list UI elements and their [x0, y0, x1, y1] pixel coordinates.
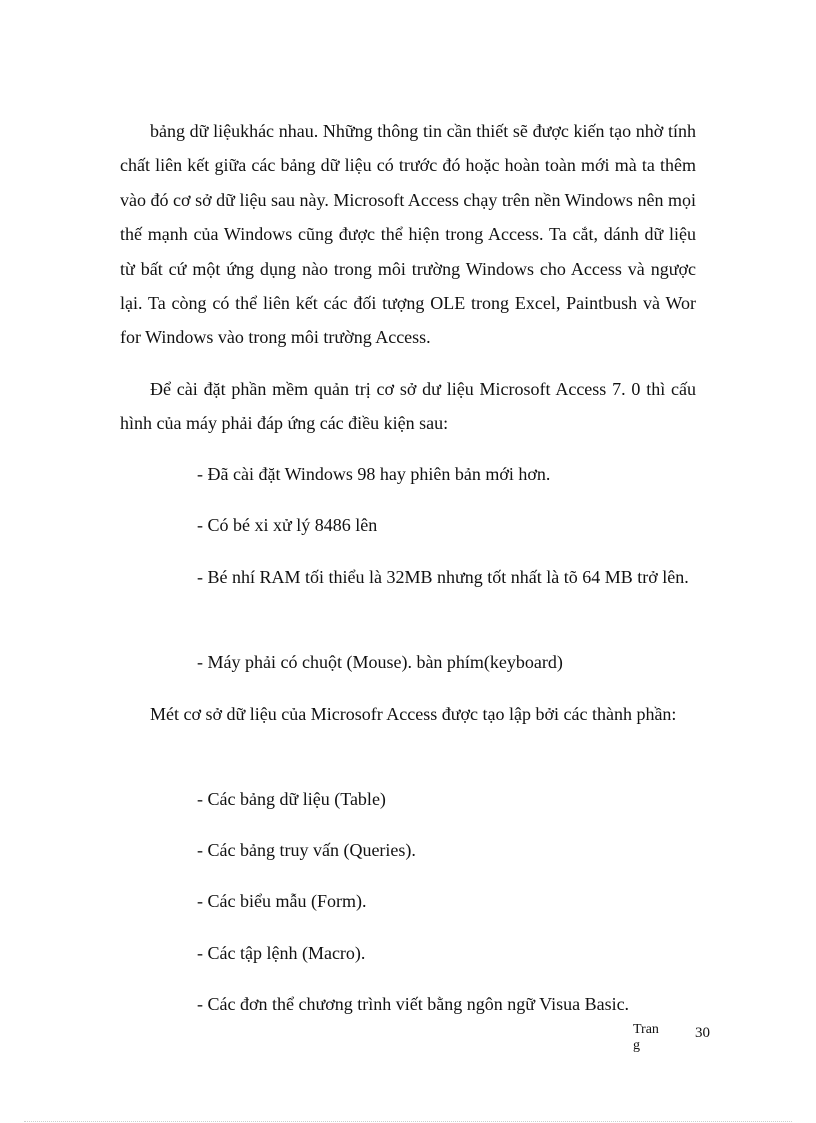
component-item-module: - Các đơn thể chương trình viết bằng ngôn ngữ Visua Basic.	[197, 994, 630, 1014]
paragraph-components-intro: Mét cơ sở dữ liệu của Microsofr Access được tạo lập bởi các thành phần:	[150, 704, 677, 724]
component-item-table: - Các bảng dữ liệu (Table)	[197, 789, 386, 809]
component-item-form: - Các biểu mẫu (Form).	[197, 891, 367, 911]
requirement-item-ram: - Bé nhí RAM tối thiểu là 32MB nhưng tốt nhất là tõ 64 MB trở lên.	[197, 567, 689, 587]
requirement-item-cpu: - Có bé xi xử lý 8486 lên	[197, 515, 378, 535]
footer-page-number: 30	[695, 1025, 710, 1041]
requirement-item-mouse-keyboard: - Máy phải có chuột (Mouse). bàn phím(keyboard)	[197, 652, 563, 672]
paragraph-access-overview: bảng dữ liệukhác nhau. Những thông tin cần thiết sẽ được kiến tạo nhờ tính chất liên kết giữa các bảng dữ liệu có trước đó hoặc hoàn toàn mới mà ta thêm vào đó cơ sở dữ liệu sau này. Microsoft Access chạy trên nền Windows nên mọi thế mạnh của Windows cũng được thể hiện trong Access. Ta cắt, dánh dữ liệu từ bất cứ một ứng dụng nào trong môi trường Windows cho Access và ngược lại. Ta còng có thể liên kết các đối tượng OLE trong Excel, Paintbush và Wor for Windows vào trong môi trường Access.	[120, 121, 696, 348]
component-item-macro: - Các tập lệnh (Macro).	[197, 943, 366, 963]
paragraph-install-intro: Để cài đặt phần mềm quản trị cơ sở dư liệu Microsoft Access 7. 0 thì cấu hình của máy phải đáp ứng các điều kiện sau:	[120, 379, 696, 434]
page-bottom-divider	[24, 1121, 792, 1122]
requirement-item-windows: - Đã cài đặt Windows 98 hay phiên bản mới hơn.	[197, 464, 551, 484]
component-item-queries: - Các bảng truy vấn (Queries).	[197, 840, 416, 860]
footer-page-label: Trang	[633, 1022, 659, 1053]
